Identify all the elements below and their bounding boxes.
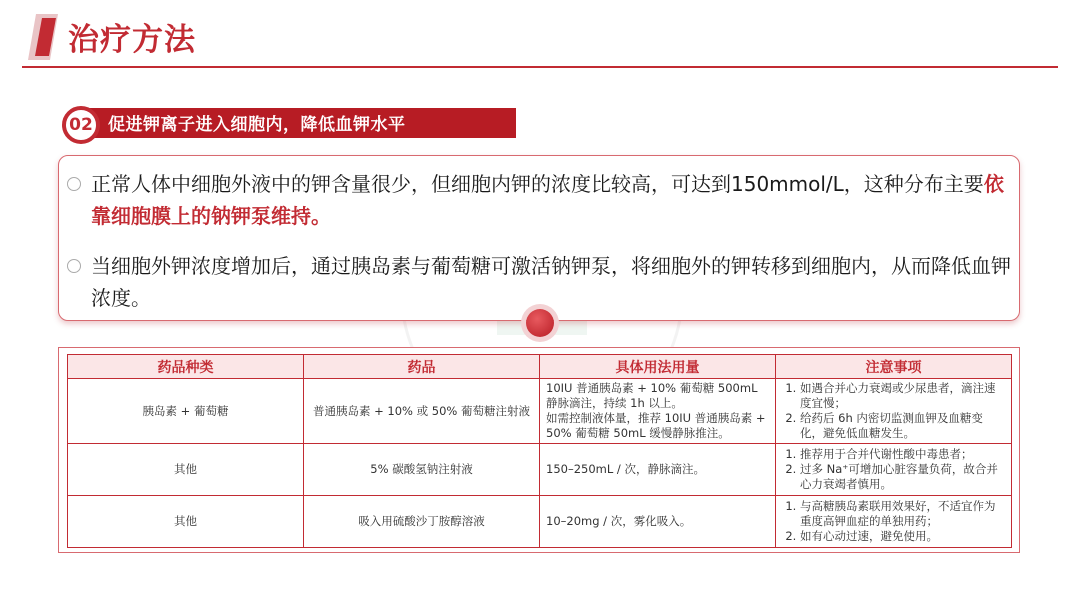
page-title: 治疗方法 (68, 22, 196, 58)
usage-line: 10–20mg / 次，雾化吸入。 (546, 514, 692, 528)
bullet-circle-icon (67, 259, 81, 273)
usage-line: 如需控制液体量，推荐 10IU 普通胰岛素 + 50% 葡萄糖 50mL 缓慢静脉推注。 (546, 411, 766, 440)
logo-mark-icon (28, 14, 58, 60)
connector-dot-icon (526, 309, 554, 337)
cell-category: 胰岛素 + 葡萄糖 (68, 379, 304, 444)
header-drug: 药品 (304, 355, 540, 379)
cell-drug: 5% 碳酸氢钠注射液 (304, 444, 540, 496)
section-heading-text: 促进钾离子进入细胞内，降低血钾水平 (108, 115, 406, 135)
note-item: 2. 给药后 6h 内密切监测血钾及血糖变化，避免低血糖发生。 (800, 411, 1005, 441)
paragraph-2 (91, 250, 1011, 314)
usage-line: 10IU 普通胰岛素 + 10% 葡萄糖 500mL 静脉滴注，持续 1h 以上。 (546, 381, 758, 410)
note-item: 2. 如有心动过速，避免使用。 (800, 529, 1005, 544)
cell-drug: 普通胰岛素 + 10% 或 50% 葡萄糖注射液 (304, 379, 540, 444)
treatment-table-frame (58, 347, 1020, 553)
cell-notes (776, 444, 1012, 496)
paragraph-1 (91, 168, 1011, 232)
table-row (68, 444, 1012, 496)
cell-notes (776, 496, 1012, 548)
paragraph-2-text: 当细胞外钾浓度增加后，通过胰岛素与葡萄糖可激活钠钾泵，将细胞外的钾转移到细胞内，从而降低血钾浓度。 (91, 254, 1011, 310)
table-header-row (68, 355, 1012, 379)
cell-category: 其他 (68, 444, 304, 496)
cell-usage (540, 496, 776, 548)
header-notes: 注意事项 (776, 355, 1012, 379)
header-category: 药品种类 (68, 355, 304, 379)
section-heading-tab (58, 104, 458, 138)
paragraph-1-text: 正常人体中细胞外液中的钾含量很少，但细胞内钾的浓度比较高，可达到150mmol/L，这种分布主要 (91, 172, 984, 196)
note-item: 1. 如遇合并心力衰竭或少尿患者，滴注速度宜慢； (800, 381, 1005, 411)
cell-usage (540, 444, 776, 496)
note-item: 1. 推荐用于合并代谢性酸中毒患者； (800, 447, 1005, 462)
bullet-circle-icon (67, 177, 81, 191)
description-box (58, 155, 1020, 321)
cell-drug: 吸入用硫酸沙丁胺醇溶液 (304, 496, 540, 548)
note-item: 1. 与高糖胰岛素联用效果好，不适宜作为重度高钾血症的单独用药； (800, 499, 1005, 529)
cell-category: 其他 (68, 496, 304, 548)
cell-notes (776, 379, 1012, 444)
cell-usage (540, 379, 776, 444)
paragraph-1-highlight: 依靠细胞膜上的钠钾泵维持。 (91, 172, 1004, 228)
treatment-table (67, 354, 1012, 548)
table-row (68, 379, 1012, 444)
section-number-badge: 02 (62, 106, 100, 144)
note-item: 2. 过多 Na⁺可增加心脏容量负荷，故合并心力衰竭者慎用。 (800, 462, 1005, 492)
header-usage: 具体用法用量 (540, 355, 776, 379)
table-row (68, 496, 1012, 548)
title-divider (22, 66, 1058, 68)
usage-line: 150–250mL / 次，静脉滴注。 (546, 462, 705, 476)
